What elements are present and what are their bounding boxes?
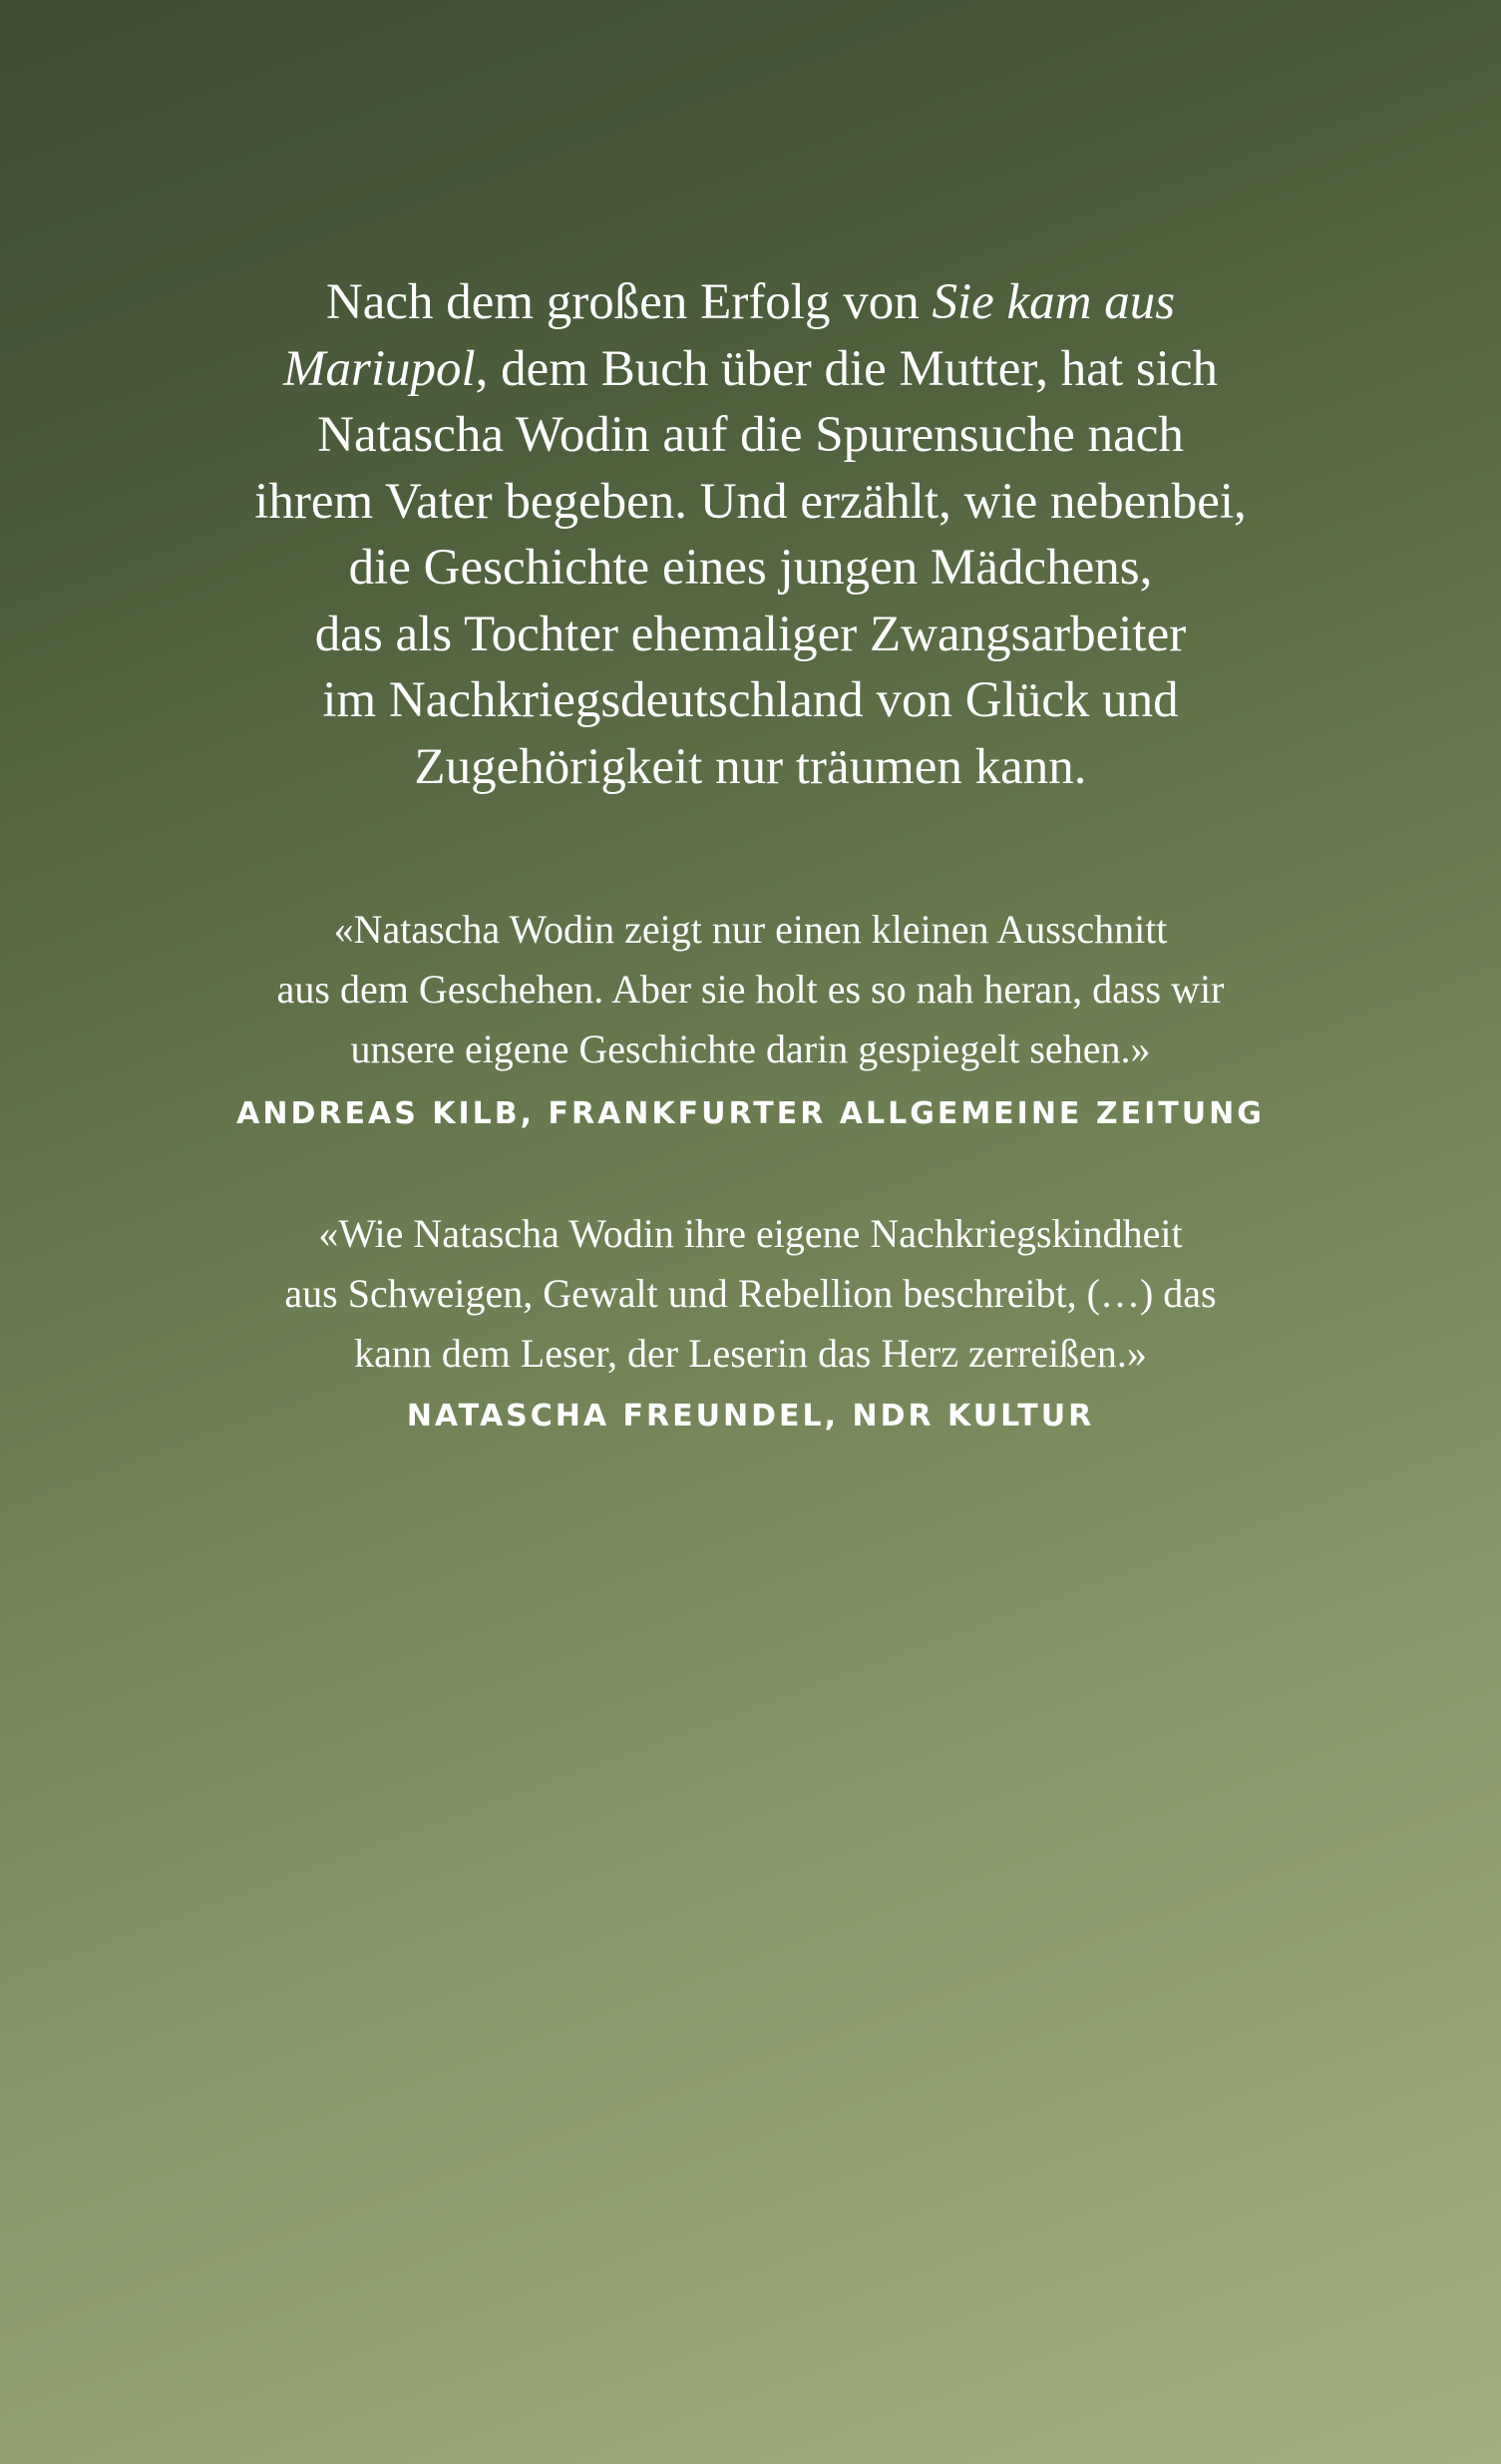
quote-line: «Wie Natascha Wodin ihre eigene Nachkriegskindheit (318, 1211, 1183, 1256)
blurb-line: im Nachkriegsdeutschland von Glück und (322, 672, 1179, 728)
quote-line: aus Schweigen, Gewalt und Rebellion beschreibt, (…) das (284, 1271, 1217, 1316)
review-attribution-1: ANDREAS KILB, FRANKFURTER ALLGEMEINE ZEITUNG (236, 1096, 1265, 1131)
blurb-line: ihrem Vater begeben. Und erzählt, wie nebenbei, (254, 473, 1247, 530)
quote-line: «Natascha Wodin zeigt nur einen kleinen Ausschnitt (333, 907, 1168, 952)
quote-line: unsere eigene Geschichte darin gespiegelt sehen.» (350, 1027, 1151, 1071)
book-title-italic: Mariupol (282, 340, 476, 397)
book-title-italic: Sie kam aus (932, 274, 1176, 330)
review-quote-2 (180, 1204, 1321, 1384)
blurb-line: Nach dem großen Erfolg von Sie kam aus (325, 274, 1176, 330)
blurb-line: die Geschichte eines jungen Mädchens, (348, 540, 1153, 596)
blurb-text (199, 269, 1302, 800)
quote-line: aus dem Geschehen. Aber sie holt es so nah heran, dass wir (276, 967, 1225, 1012)
blurb-line: das als Tochter ehemaliger Zwangsarbeiter (314, 606, 1187, 662)
review-quote-1 (180, 900, 1321, 1079)
quote-line: kann dem Leser, der Leserin das Herz zerreißen.» (354, 1331, 1147, 1376)
review-attribution-2: NATASCHA FREUNDEL, NDR KULTUR (406, 1399, 1095, 1434)
blurb-line: Mariupol, dem Buch über die Mutter, hat sich (282, 340, 1219, 397)
blurb-line: Natascha Wodin auf die Spurensuche nach (317, 407, 1184, 463)
blurb-line: Zugehörigkeit nur träumen kann. (414, 738, 1087, 795)
